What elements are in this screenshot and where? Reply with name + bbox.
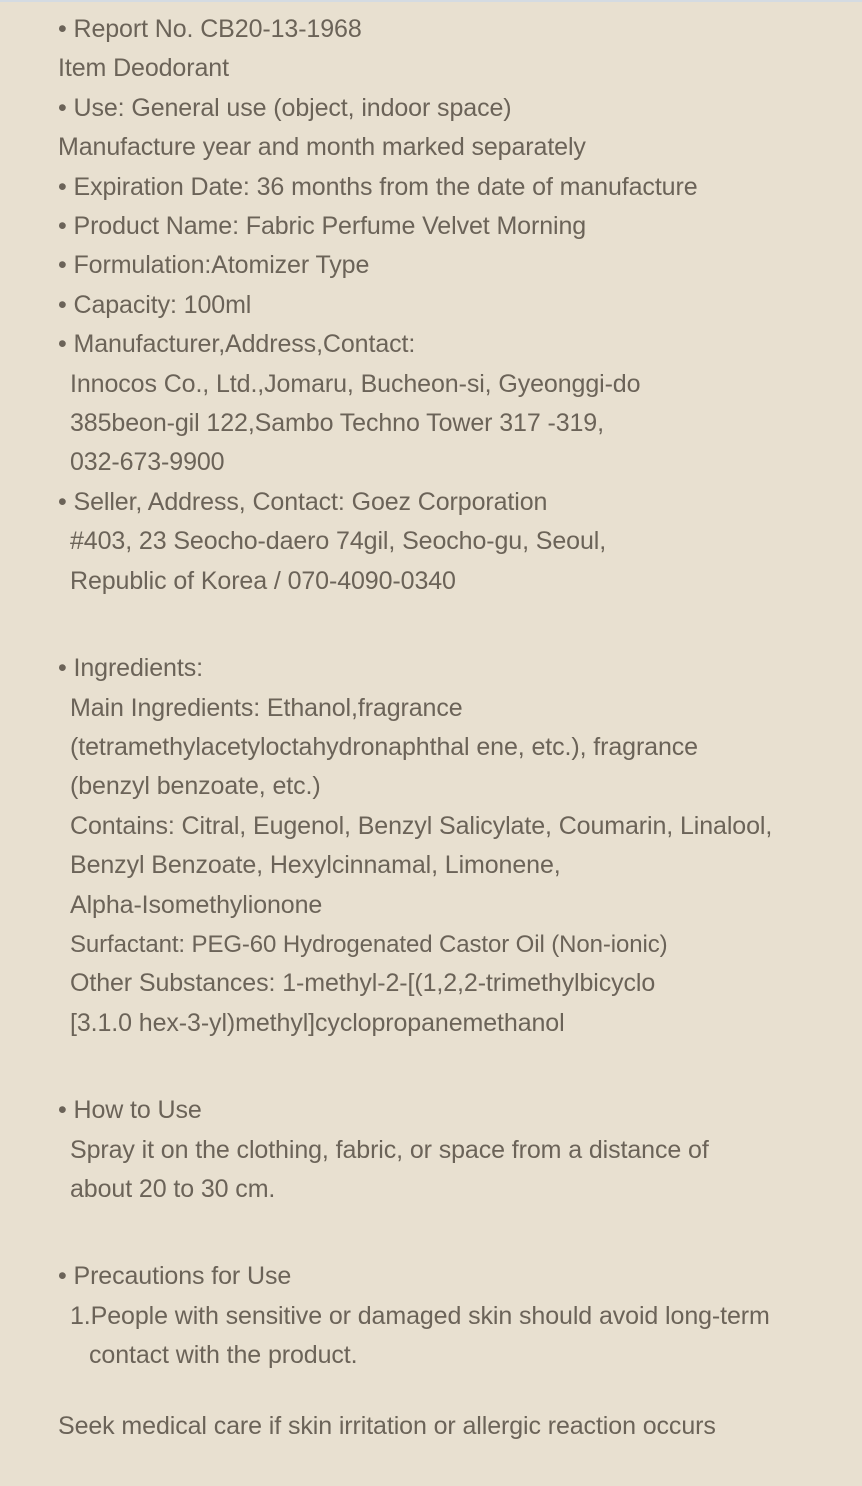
- how-to-use-line: Spray it on the clothing, fabric, or space from a distance of: [70, 1135, 709, 1164]
- use-info: • Use: General use (object, indoor space): [58, 93, 512, 122]
- formulation: • Formulation:Atomizer Type: [58, 251, 370, 280]
- manufacture-note: Manufacture year and month marked separately: [58, 133, 586, 162]
- how-to-use-heading: • How to Use: [58, 1096, 202, 1125]
- item-type: Item Deodorant: [58, 54, 229, 83]
- ingredients-line: Alpha-Isomethylionone: [70, 890, 323, 919]
- manufacturer-line: 032-673-9900: [70, 448, 225, 477]
- ingredients-line: Other Substances: 1-methyl-2-[(1,2,2-trimethylbicyclo: [70, 969, 656, 998]
- top-divider: [0, 0, 862, 2]
- how-to-use-line: about 20 to 30 cm.: [70, 1174, 276, 1203]
- ingredients-line: (tetramethylacetyloctahydronaphthal ene, etc.), fragrance: [70, 732, 698, 761]
- ingredients-line: Main Ingredients: Ethanol,fragrance: [70, 693, 463, 722]
- product-label-document: [58, 10, 848, 1446]
- section-spacer: [58, 1376, 848, 1407]
- seller-heading: • Seller, Address, Contact: Goez Corporation: [58, 487, 548, 516]
- ingredients-heading: • Ingredients:: [58, 654, 203, 683]
- precaution-item: 1.People with sensitive or damaged skin should avoid long-term: [70, 1301, 770, 1330]
- precautions-heading: • Precautions for Use: [58, 1262, 292, 1291]
- section-spacer: [58, 601, 848, 649]
- section-spacer: [58, 1043, 848, 1091]
- manufacturer-heading: • Manufacturer,Address,Contact:: [58, 330, 416, 359]
- capacity: • Capacity: 100ml: [58, 290, 252, 319]
- ingredients-line: Surfactant: PEG-60 Hydrogenated Castor Oil (Non-ionic): [70, 930, 668, 958]
- section-spacer: [58, 1209, 848, 1257]
- ingredients-line: Benzyl Benzoate, Hexylcinnamal, Limonene,: [70, 851, 561, 880]
- ingredients-line: [3.1.0 hex-3-yl)methyl]cyclopropanemethanol: [70, 1008, 565, 1037]
- report-number: • Report No. CB20-13-1968: [58, 15, 362, 43]
- medical-care-note: Seek medical care if skin irritation or allergic reaction occurs: [58, 1411, 716, 1440]
- ingredients-line: Contains: Citral, Eugenol, Benzyl Salicylate, Coumarin, Linalool,: [70, 811, 773, 840]
- product-name: • Product Name: Fabric Perfume Velvet Morning: [58, 212, 587, 241]
- manufacturer-line: 385beon-gil 122,Sambo Techno Tower 317 -319,: [70, 409, 604, 438]
- seller-line: Republic of Korea / 070-4090-0340: [70, 566, 456, 595]
- precaution-item-continued: contact with the product.: [89, 1341, 358, 1370]
- expiration-date: • Expiration Date: 36 months from the date of manufacture: [58, 172, 698, 201]
- seller-line: #403, 23 Seocho-daero 74gil, Seocho-gu, Seoul,: [70, 527, 607, 556]
- ingredients-line: (benzyl benzoate, etc.): [70, 772, 321, 801]
- manufacturer-line: Innocos Co., Ltd.,Jomaru, Bucheon-si, Gyeonggi-do: [70, 369, 641, 398]
